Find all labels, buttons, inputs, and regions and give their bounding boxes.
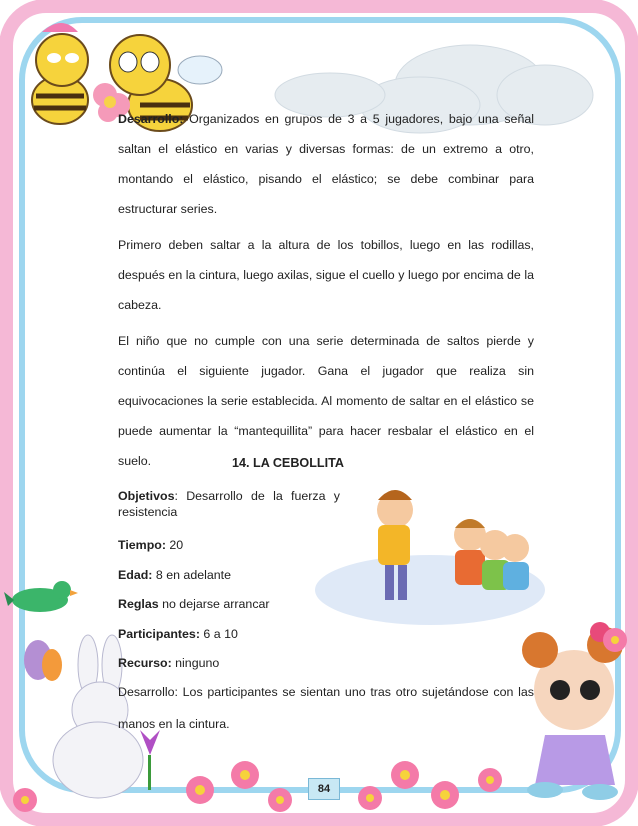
objetivos-item	[118, 488, 340, 520]
participantes-value: 6 a 10	[199, 627, 238, 641]
page-number: 84	[308, 778, 340, 800]
tiempo-value: 20	[165, 538, 184, 552]
desarrollo-2: Desarrollo: Los participantes se sientan uno tras otro sujetándose con las manos en la cintura.	[118, 685, 534, 731]
reglas-label: Reglas	[118, 597, 159, 611]
game-title: 14. LA CEBOLLITA	[232, 456, 344, 470]
recurso-item	[118, 655, 219, 671]
participantes-item	[118, 626, 238, 642]
paragraph-3: El niño que no cumple con una serie determinada de saltos pierde y continúa el siguiente jugador. Gana el jugador que realiza sin equivocaciones la serie establecida. Al momento de saltar en el elástico se puede aumentar la “mantequillita” para hacer resbalar el elástico en el suelo.	[118, 334, 534, 468]
bird-icon	[4, 581, 78, 612]
edad-item	[118, 567, 231, 583]
paragraph-2: Primero deben saltar a la altura de los tobillos, luego en las rodillas, después en la cintura, luego axilas, sigue el cuello y luego por encima de la cabeza.	[118, 238, 534, 312]
reglas-value: no dejarse arrancar	[158, 597, 270, 611]
desarrollo-text: Organizados en grupos de 3 a 5 jugadores, bajo una señal saltan el elástico en varias y diversas formas: de un extremo a otro, montando el elástico, pisando el elástico; se debe combinar para estructurar series.	[118, 112, 534, 216]
reglas-item	[118, 596, 270, 612]
participantes-label: Participantes:	[118, 627, 200, 641]
edad-value: 8 en adelante	[152, 568, 231, 582]
objetivos-value: : Desarrollo de la fuerza y resistencia	[118, 489, 340, 519]
desarrollo-paragraph	[118, 104, 534, 224]
butterfly-icon	[24, 640, 62, 681]
edad-label: Edad:	[118, 568, 153, 582]
children-playing-image	[315, 490, 545, 625]
desarrollo-label: Desarrollo:	[118, 112, 184, 126]
desarrollo-block	[118, 104, 534, 482]
tiempo-label: Tiempo:	[118, 538, 166, 552]
recurso-label: Recurso:	[118, 656, 172, 670]
recurso-value: ninguno	[171, 656, 220, 670]
objetivos-label: Objetivos	[118, 489, 175, 503]
tiempo-item	[118, 537, 183, 553]
